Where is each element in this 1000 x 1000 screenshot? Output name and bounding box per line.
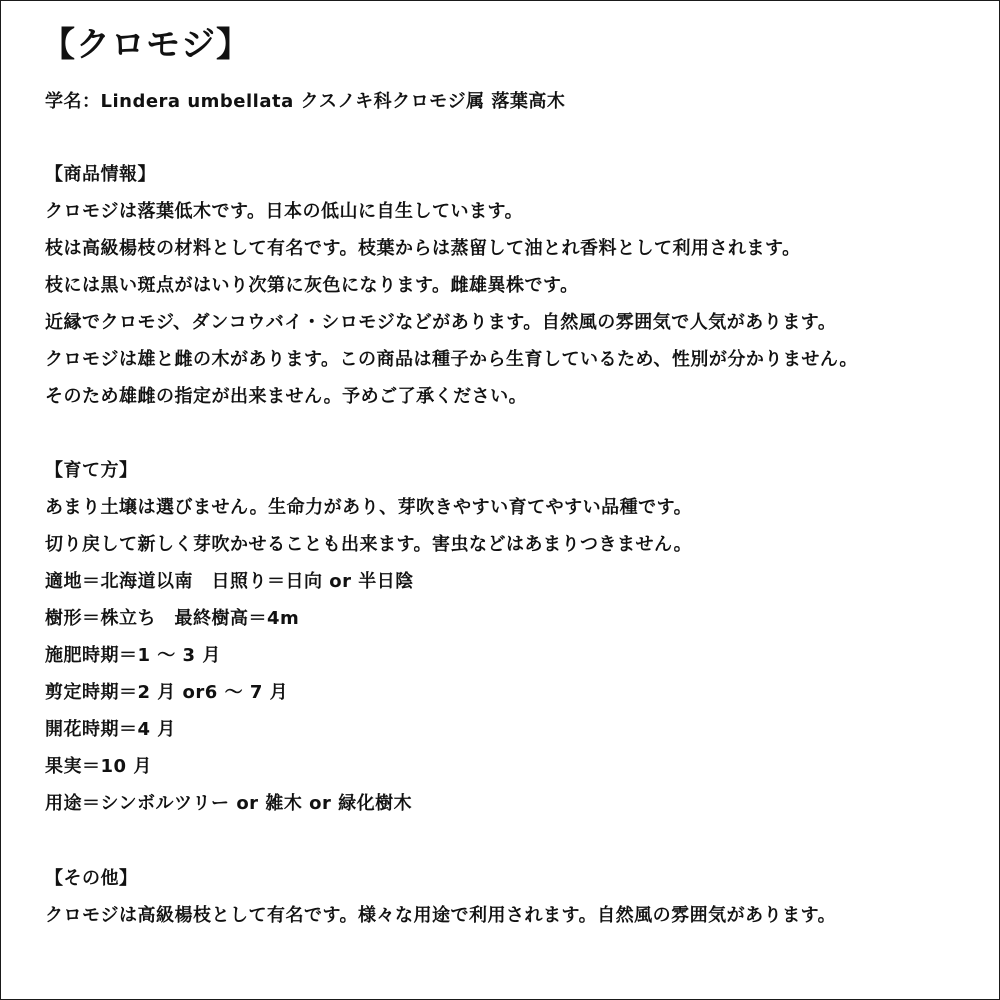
growing-line: 開花時期＝4 月 bbox=[45, 719, 176, 740]
product-info-line: 近縁でクロモジ、ダンコウバイ・シロモジなどがあります。自然風の雰囲気で人気があります。 bbox=[45, 312, 837, 333]
product-info-line: クロモジは雄と雌の木があります。この商品は種子から生育しているため、性別が分かりません。 bbox=[45, 349, 858, 370]
other-line: クロモジは高級楊枝として有名です。様々な用途で利用されます。自然風の雰囲気があります。 bbox=[45, 905, 837, 926]
growing-line: 適地＝北海道以南 日照り＝日向 or 半日陰 bbox=[45, 571, 414, 592]
growing-line: 施肥時期＝1 ～ 3 月 bbox=[45, 645, 221, 666]
product-info-line: 枝は高級楊枝の材料として有名です。枝葉からは蒸留して油とれ香料として利用されます。 bbox=[45, 238, 801, 259]
page-title: 【クロモジ】 bbox=[41, 25, 251, 65]
product-info-line: 枝には黒い斑点がはいり次第に灰色になります。雌雄異株です。 bbox=[45, 275, 579, 296]
product-info-line: そのため雄雌の指定が出来ません。予めご了承ください。 bbox=[45, 386, 528, 407]
product-info-heading: 【商品情報】 bbox=[45, 164, 156, 185]
growing-heading: 【育て方】 bbox=[45, 460, 138, 481]
scientific-name-line: 学名：Lindera umbellata クスノキ科クロモジ属 落葉高木 bbox=[45, 91, 566, 112]
growing-line: 用途＝シンボルツリー or 雑木 or 緑化樹木 bbox=[45, 793, 413, 814]
growing-line: 切り戻して新しく芽吹かせることも出来ます。害虫などはあまりつきません。 bbox=[45, 534, 693, 555]
growing-line: 樹形＝株立ち 最終樹高＝4m bbox=[45, 608, 300, 629]
growing-line: 果実＝10 月 bbox=[45, 756, 152, 777]
growing-line: 剪定時期＝2 月 or6 ～ 7 月 bbox=[45, 682, 289, 703]
other-heading: 【その他】 bbox=[45, 868, 138, 889]
product-info-line: クロモジは落葉低木です。日本の低山に自生しています。 bbox=[45, 201, 524, 222]
growing-line: あまり土壌は選びません。生命力があり、芽吹きやすい育てやすい品種です。 bbox=[45, 497, 693, 518]
